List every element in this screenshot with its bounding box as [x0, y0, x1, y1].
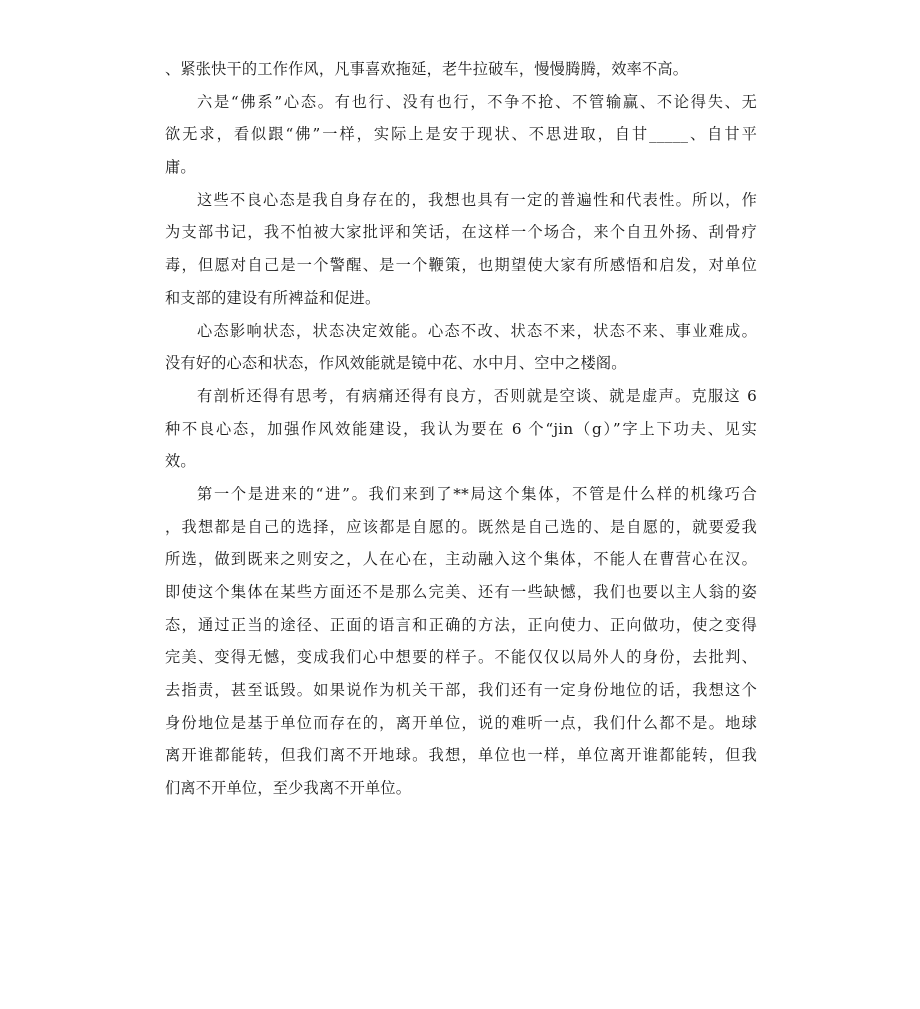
text-line: ，我想都是自己的选择，应该都是自愿的。既然是自己选的、是自愿的，就要爱我 [165, 517, 757, 536]
text-line: 所选，做到既来之则安之，人在心在，主动融入这个集体，不能人在曹营心在汉。 [165, 550, 757, 569]
text-line: 庸。 [165, 158, 196, 177]
text-line: 没有好的心态和状态，作风效能就是镜中花、水中月、空中之楼阁。 [165, 354, 627, 373]
text-line: 心态影响状态，状态决定效能。心态不改、状态不来，状态不来、事业难成。 [197, 321, 757, 340]
text-line: 和支部的建设有所裨益和促进。 [165, 288, 381, 307]
text-line: 、紧张快干的工作作风，凡事喜欢拖延，老牛拉破车，慢慢腾腾，效率不高。 [165, 60, 689, 78]
text-line: 即使这个集体在某些方面还不是那么完美、还有一些缺憾，我们也要以主人翁的姿 [165, 583, 757, 601]
text-line: 种不良心态，加强作风效能建设，我认为要在 6 个“jin（g）”字上下功夫、见实 [165, 419, 757, 438]
text-line: 身份地位是基于单位而存在的，离开单位，说的难听一点，我们什么都不是。地球 [165, 713, 757, 732]
text-line: 们离不开单位，至少我离不开单位。 [165, 779, 412, 798]
text-line: 欲无求，看似跟“佛”一样，实际上是安于现状、不思进取，自甘_____、自甘平 [165, 125, 757, 144]
text-line: 态，通过正当的途径、正面的语言和正确的方法，正向使力、正向做功，使之变得 [165, 615, 757, 634]
text-line: 第一个是进来的“进”。我们来到了**局这个集体，不管是什么样的机缘巧合 [197, 484, 757, 503]
text-line: 六是“佛系”心态。有也行、没有也行，不争不抢、不管输赢、不论得失、无 [197, 92, 757, 111]
text-line: 这些不良心态是我自身存在的，我想也具有一定的普遍性和代表性。所以，作 [197, 190, 757, 209]
text-line: 完美、变得无憾，变成我们心中想要的样子。不能仅仅以局外人的身份，去批判、 [165, 648, 757, 667]
text-line: 毒，但愿对自己是一个警醒、是一个鞭策，也期望使大家有所感悟和启发，对单位 [165, 256, 757, 275]
text-line: 有剖析还得有思考，有病痛还得有良方，否则就是空谈、就是虚声。克服这 6 [197, 386, 757, 405]
text-line: 离开谁都能转，但我们离不开地球。我想，单位也一样，单位离开谁都能转，但我 [165, 746, 757, 765]
text-line: 为支部书记，我不怕被大家批评和笑话，在这样一个场合，来个自丑外扬、刮骨疗 [165, 223, 757, 242]
text-line: 效。 [165, 452, 196, 471]
document-body [165, 53, 757, 805]
text-line: 去指责，甚至诋毁。如果说作为机关干部，我们还有一定身份地位的话，我想这个 [165, 681, 757, 700]
